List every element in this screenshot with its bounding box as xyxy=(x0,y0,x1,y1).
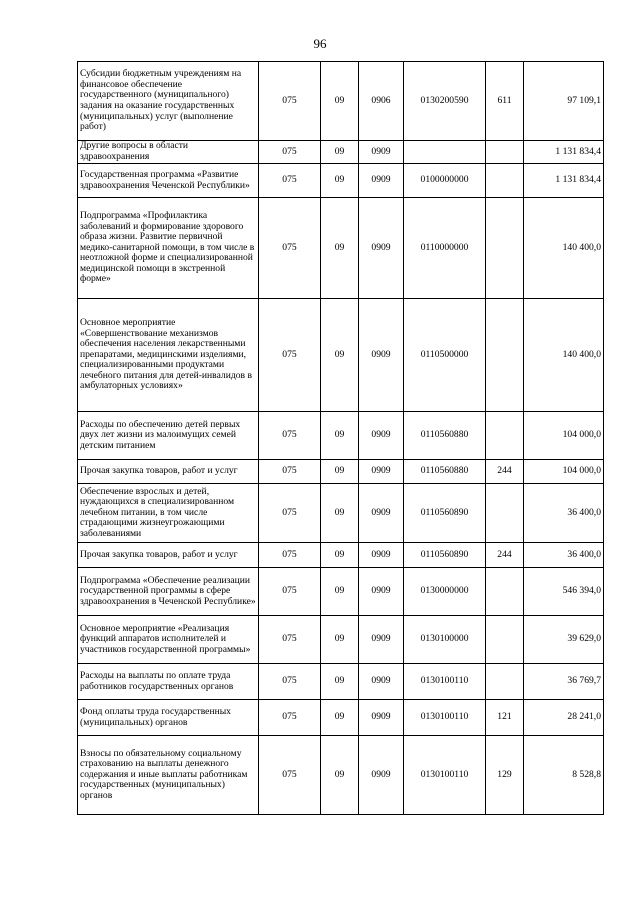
amount: 36 400,0 xyxy=(524,543,604,568)
target-article-code: 0100000000 xyxy=(404,164,486,198)
amount: 546 394,0 xyxy=(524,568,604,616)
section-code: 09 xyxy=(321,198,359,299)
target-article-code xyxy=(404,141,486,164)
section-code: 09 xyxy=(321,543,359,568)
section-code: 09 xyxy=(321,736,359,815)
table-row xyxy=(78,736,604,815)
expense-name: Другие вопросы в области здравоохранения xyxy=(78,141,259,164)
expense-name: Подпрограмма «Обеспечение реализации государственной программы в сфере здравоохранения в Чеченской Республике» xyxy=(78,568,259,616)
grbs-code: 075 xyxy=(259,484,321,543)
amount: 140 400,0 xyxy=(524,198,604,299)
grbs-code: 075 xyxy=(259,460,321,484)
expense-type-code: 611 xyxy=(486,62,524,141)
budget-table xyxy=(77,61,604,815)
target-article-code: 0110000000 xyxy=(404,198,486,299)
section-code: 09 xyxy=(321,460,359,484)
expense-type-code: 129 xyxy=(486,736,524,815)
section-code: 09 xyxy=(321,568,359,616)
subsection-code: 0909 xyxy=(359,700,404,736)
table-row xyxy=(78,62,604,141)
expense-name: Субсидии бюджетным учреждениям на финансовое обеспечение государственного (муниципального) задания на оказание государственных (муниципальных) услуг (выполнение работ) xyxy=(78,62,259,141)
subsection-code: 0909 xyxy=(359,198,404,299)
subsection-code: 0909 xyxy=(359,299,404,412)
expense-name: Основное мероприятие «Реализация функций аппаратов исполнителей и участников государственной программы» xyxy=(78,616,259,664)
table-row xyxy=(78,164,604,198)
amount: 97 109,1 xyxy=(524,62,604,141)
expense-name: Взносы по обязательному социальному страхованию на выплаты денежного содержания и иные выплаты работникам государственных (муниципальных) органов xyxy=(78,736,259,815)
grbs-code: 075 xyxy=(259,62,321,141)
section-code: 09 xyxy=(321,412,359,460)
target-article-code: 0110560890 xyxy=(404,484,486,543)
target-article-code: 0130100110 xyxy=(404,664,486,700)
subsection-code: 0909 xyxy=(359,460,404,484)
amount: 104 000,0 xyxy=(524,412,604,460)
expense-type-code xyxy=(486,299,524,412)
expense-type-code xyxy=(486,141,524,164)
expense-name: Обеспечение взрослых и детей, нуждающихся в специализированном лечебном питании, в том числе страдающими жизнеугрожающими заболеваниями xyxy=(78,484,259,543)
amount: 1 131 834,4 xyxy=(524,164,604,198)
table-row xyxy=(78,198,604,299)
table-row xyxy=(78,664,604,700)
target-article-code: 0130000000 xyxy=(404,568,486,616)
section-code: 09 xyxy=(321,484,359,543)
section-code: 09 xyxy=(321,664,359,700)
subsection-code: 0906 xyxy=(359,62,404,141)
grbs-code: 075 xyxy=(259,141,321,164)
grbs-code: 075 xyxy=(259,664,321,700)
table-row xyxy=(78,460,604,484)
expense-name: Прочая закупка товаров, работ и услуг xyxy=(78,543,259,568)
subsection-code: 0909 xyxy=(359,616,404,664)
subsection-code: 0909 xyxy=(359,484,404,543)
expense-type-code xyxy=(486,664,524,700)
section-code: 09 xyxy=(321,141,359,164)
grbs-code: 075 xyxy=(259,299,321,412)
grbs-code: 075 xyxy=(259,164,321,198)
section-code: 09 xyxy=(321,299,359,412)
grbs-code: 075 xyxy=(259,568,321,616)
grbs-code: 075 xyxy=(259,616,321,664)
target-article-code: 0110560890 xyxy=(404,543,486,568)
subsection-code: 0909 xyxy=(359,412,404,460)
expense-type-code xyxy=(486,484,524,543)
target-article-code: 0110560880 xyxy=(404,412,486,460)
target-article-code: 0110500000 xyxy=(404,299,486,412)
table-row xyxy=(78,484,604,543)
page-number: 96 xyxy=(313,36,327,51)
grbs-code: 075 xyxy=(259,412,321,460)
expense-type-code xyxy=(486,616,524,664)
section-code: 09 xyxy=(321,616,359,664)
subsection-code: 0909 xyxy=(359,664,404,700)
amount: 104 000,0 xyxy=(524,460,604,484)
amount: 36 769,7 xyxy=(524,664,604,700)
expense-type-code xyxy=(486,568,524,616)
target-article-code: 0130100110 xyxy=(404,736,486,815)
table-row xyxy=(78,700,604,736)
amount: 140 400,0 xyxy=(524,299,604,412)
expense-name: Расходы по обеспечению детей первых двух лет жизни из малоимущих семей детским питанием xyxy=(78,412,259,460)
section-code: 09 xyxy=(321,700,359,736)
expense-type-code xyxy=(486,412,524,460)
target-article-code: 0110560880 xyxy=(404,460,486,484)
grbs-code: 075 xyxy=(259,736,321,815)
expense-type-code xyxy=(486,198,524,299)
expense-type-code: 121 xyxy=(486,700,524,736)
amount: 1 131 834,4 xyxy=(524,141,604,164)
table-row xyxy=(78,543,604,568)
table-row xyxy=(78,412,604,460)
subsection-code: 0909 xyxy=(359,164,404,198)
expense-type-code xyxy=(486,164,524,198)
target-article-code: 0130100110 xyxy=(404,700,486,736)
expense-name: Государственная программа «Развитие здравоохранения Чеченской Республики» xyxy=(78,164,259,198)
expense-name: Подпрограмма «Профилактика заболеваний и формирование здорового образа жизни. Развитие первичной медико-санитарной помощи, в том числе в неотложной форме и специализированной медицинской помощи в экстренной форме» xyxy=(78,198,259,299)
section-code: 09 xyxy=(321,62,359,141)
subsection-code: 0909 xyxy=(359,568,404,616)
table-row xyxy=(78,616,604,664)
amount: 36 400,0 xyxy=(524,484,604,543)
grbs-code: 075 xyxy=(259,198,321,299)
amount: 8 528,8 xyxy=(524,736,604,815)
expense-type-code: 244 xyxy=(486,543,524,568)
subsection-code: 0909 xyxy=(359,141,404,164)
target-article-code: 0130200590 xyxy=(404,62,486,141)
target-article-code: 0130100000 xyxy=(404,616,486,664)
table-row xyxy=(78,299,604,412)
expense-name: Основное мероприятие «Совершенствование механизмов обеспечения населения лекарственными препаратами, медицинскими изделиями, специализированными продуктами лечебного питания для детей-инвалидов в амбулаторных условиях» xyxy=(78,299,259,412)
grbs-code: 075 xyxy=(259,543,321,568)
expense-type-code: 244 xyxy=(486,460,524,484)
table-row xyxy=(78,141,604,164)
section-code: 09 xyxy=(321,164,359,198)
subsection-code: 0909 xyxy=(359,543,404,568)
grbs-code: 075 xyxy=(259,700,321,736)
subsection-code: 0909 xyxy=(359,736,404,815)
amount: 39 629,0 xyxy=(524,616,604,664)
table-row xyxy=(78,568,604,616)
expense-name: Расходы на выплаты по оплате труда работников государственных органов xyxy=(78,664,259,700)
expense-name: Фонд оплаты труда государственных (муниципальных) органов xyxy=(78,700,259,736)
amount: 28 241,0 xyxy=(524,700,604,736)
expense-name: Прочая закупка товаров, работ и услуг xyxy=(78,460,259,484)
